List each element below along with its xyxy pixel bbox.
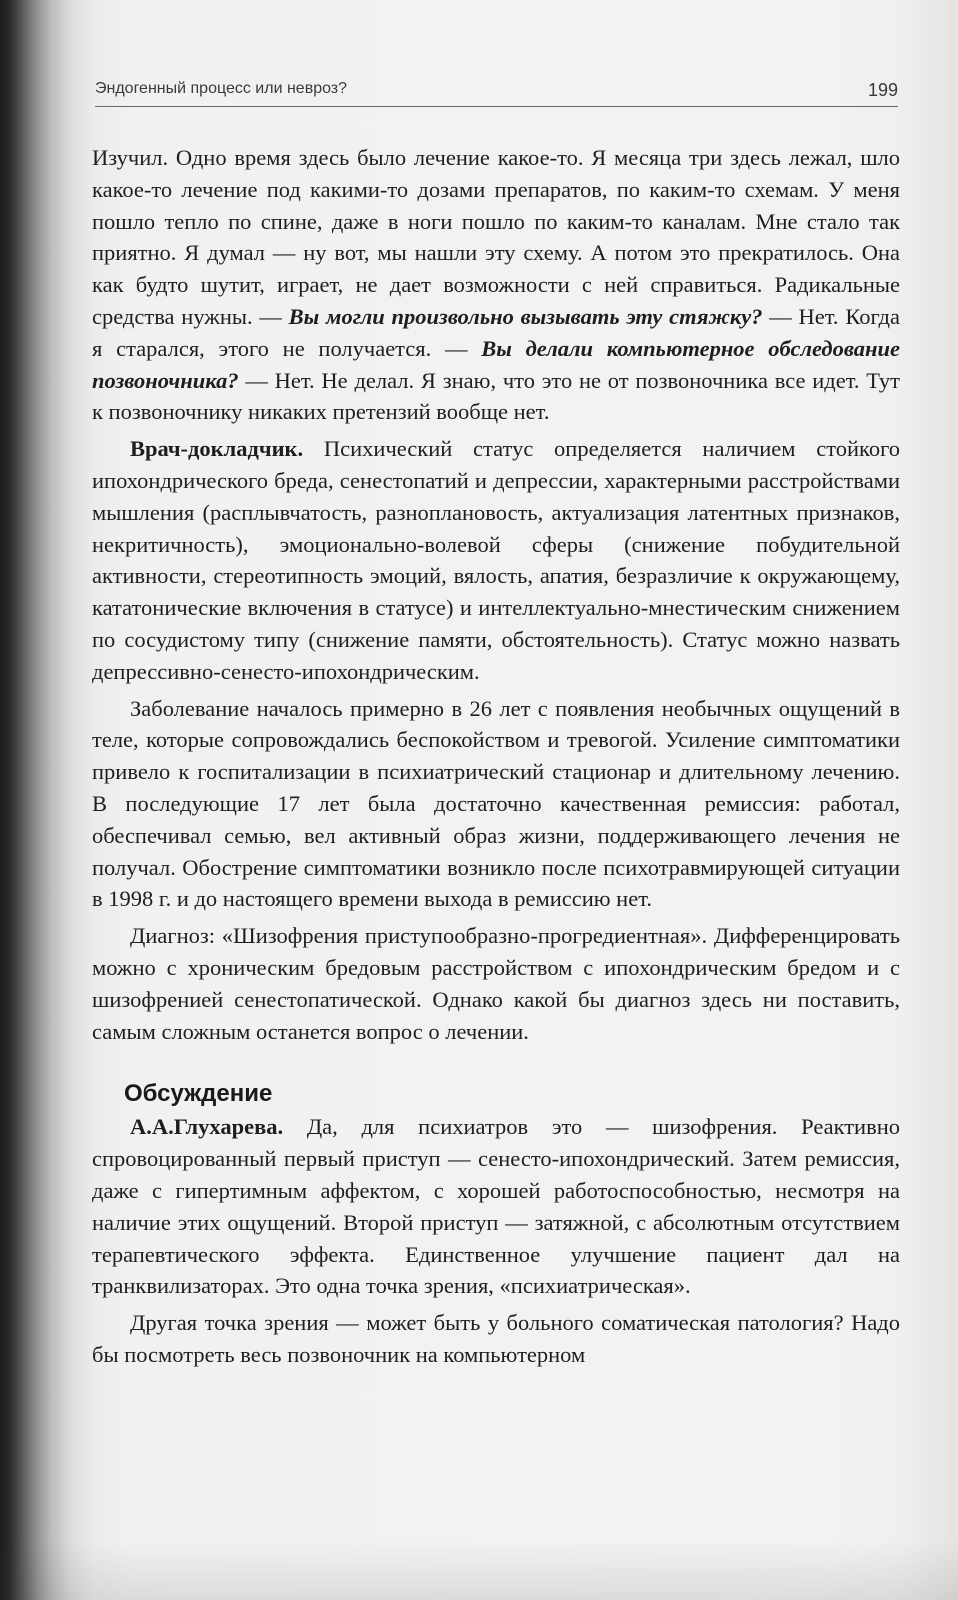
speaker-name: Врач-докладчик. xyxy=(130,436,304,462)
paragraph-discussion-2: Другая точка зрения — может быть у больного соматическая патология? Надо бы посмотреть весь позвоночник на компьютерном xyxy=(92,1310,900,1367)
paragraph-diagnosis: Диагноз: «Шизофрения приступообразно-прогредиентная». Дифференцировать можно с хроническим бредовым расстройством с ипохондрическим бредом и с шизофренией сенестопатической. Однако какой бы диагноз здесь ни поставить, самым сложным останется вопрос о лечении. xyxy=(92,923,900,1044)
interview-text-2: — Нет. Когда я старался, этого не получается. — xyxy=(92,303,900,361)
interview-question-2: Вы делали компьютерное обследование позвоночника? xyxy=(92,335,900,393)
paragraph-interview xyxy=(92,142,900,428)
speaker-name: А.А.Глухарева. xyxy=(130,1114,284,1140)
paragraph-discussion-1 xyxy=(92,1111,900,1302)
running-head-title: Эндогенный процесс или невроз? xyxy=(95,80,348,97)
discussion-text-1: Да, для психиатров это — шизофрения. Реактивно спровоцированный первый приступ — сенесто-ипохондрический. Затем ремиссия, даже с гипертимным аффектом, с хорошей работоспособностью, несмотря на наличие этих ощущений. Второй приступ — затяжной, с абсолютным отсутствием терапевтического эффекта. Единственное улучшение пациент дал на транквилизаторах. Это одна точка зрения, «психиатрическая». xyxy=(92,1114,900,1299)
body-text xyxy=(92,142,900,1371)
page-shadow xyxy=(0,1540,958,1600)
page-number: 199 xyxy=(867,80,898,100)
section-heading-discussion: Обсуждение xyxy=(124,1080,273,1108)
header-rule xyxy=(95,106,898,107)
paragraph-doctor-report xyxy=(92,433,900,687)
doctor-report-text: Психический статус определяется наличием стойкого ипохондрического бреда, сенестопатий и депрессии, характерными расстройствами мышления (расплывчатость, разноплановость, актуализация латентных признаков, некритичность), эмоционально-волевой сферы (снижение побудительной активности, стереотипность эмоций, вялость, апатия, безразличие к окружающему, кататонические включения в статусе) и интеллектуально-мнестическим снижением по сосудистому типу (снижение памяти, обстоятельность). Статус можно назвать депрессивно-сенесто-ипохондрическим. xyxy=(92,436,900,684)
interview-question-1: Вы могли произвольно вызывать эту стяжку? xyxy=(288,303,763,329)
paragraph-anamnesis: Заболевание началось примерно в 26 лет с появления необычных ощущений в теле, которые сопровождались беспокойством и тревогой. Усиление симптоматики привело к госпитализации в психиатрический стационар и длительному лечению. В последующие 17 лет была достаточно качественная ремиссия: работал, обеспечивал семью, вел активный образ жизни, поддерживающего лечения не получал. Обострение симптоматики возникло после психотравмирующей ситуации в 1998 г. и до настоящего времени выхода в ремиссию нет. xyxy=(92,695,900,912)
running-head xyxy=(95,80,898,104)
interview-text-3: — Нет. Не делал. Я знаю, что это не от позвоночника все идет. Тут к позвоночнику никаких претензий вообще нет. xyxy=(92,367,900,425)
interview-text-1: Изучил. Одно время здесь было лечение какое-то. Я месяца три здесь лежал, шло какое-то лечение под какими-то дозами препаратов, по каким-то схемам. У меня пошло тепло по спине, даже в ноги пошло по каким-то каналам. Мне стало так приятно. Я думал — ну вот, мы нашли эту схему. А потом это прекратилось. Она как будто шутит, играет, не дает возможности с ней справиться. Радикальные средства нужны. — xyxy=(92,145,900,329)
